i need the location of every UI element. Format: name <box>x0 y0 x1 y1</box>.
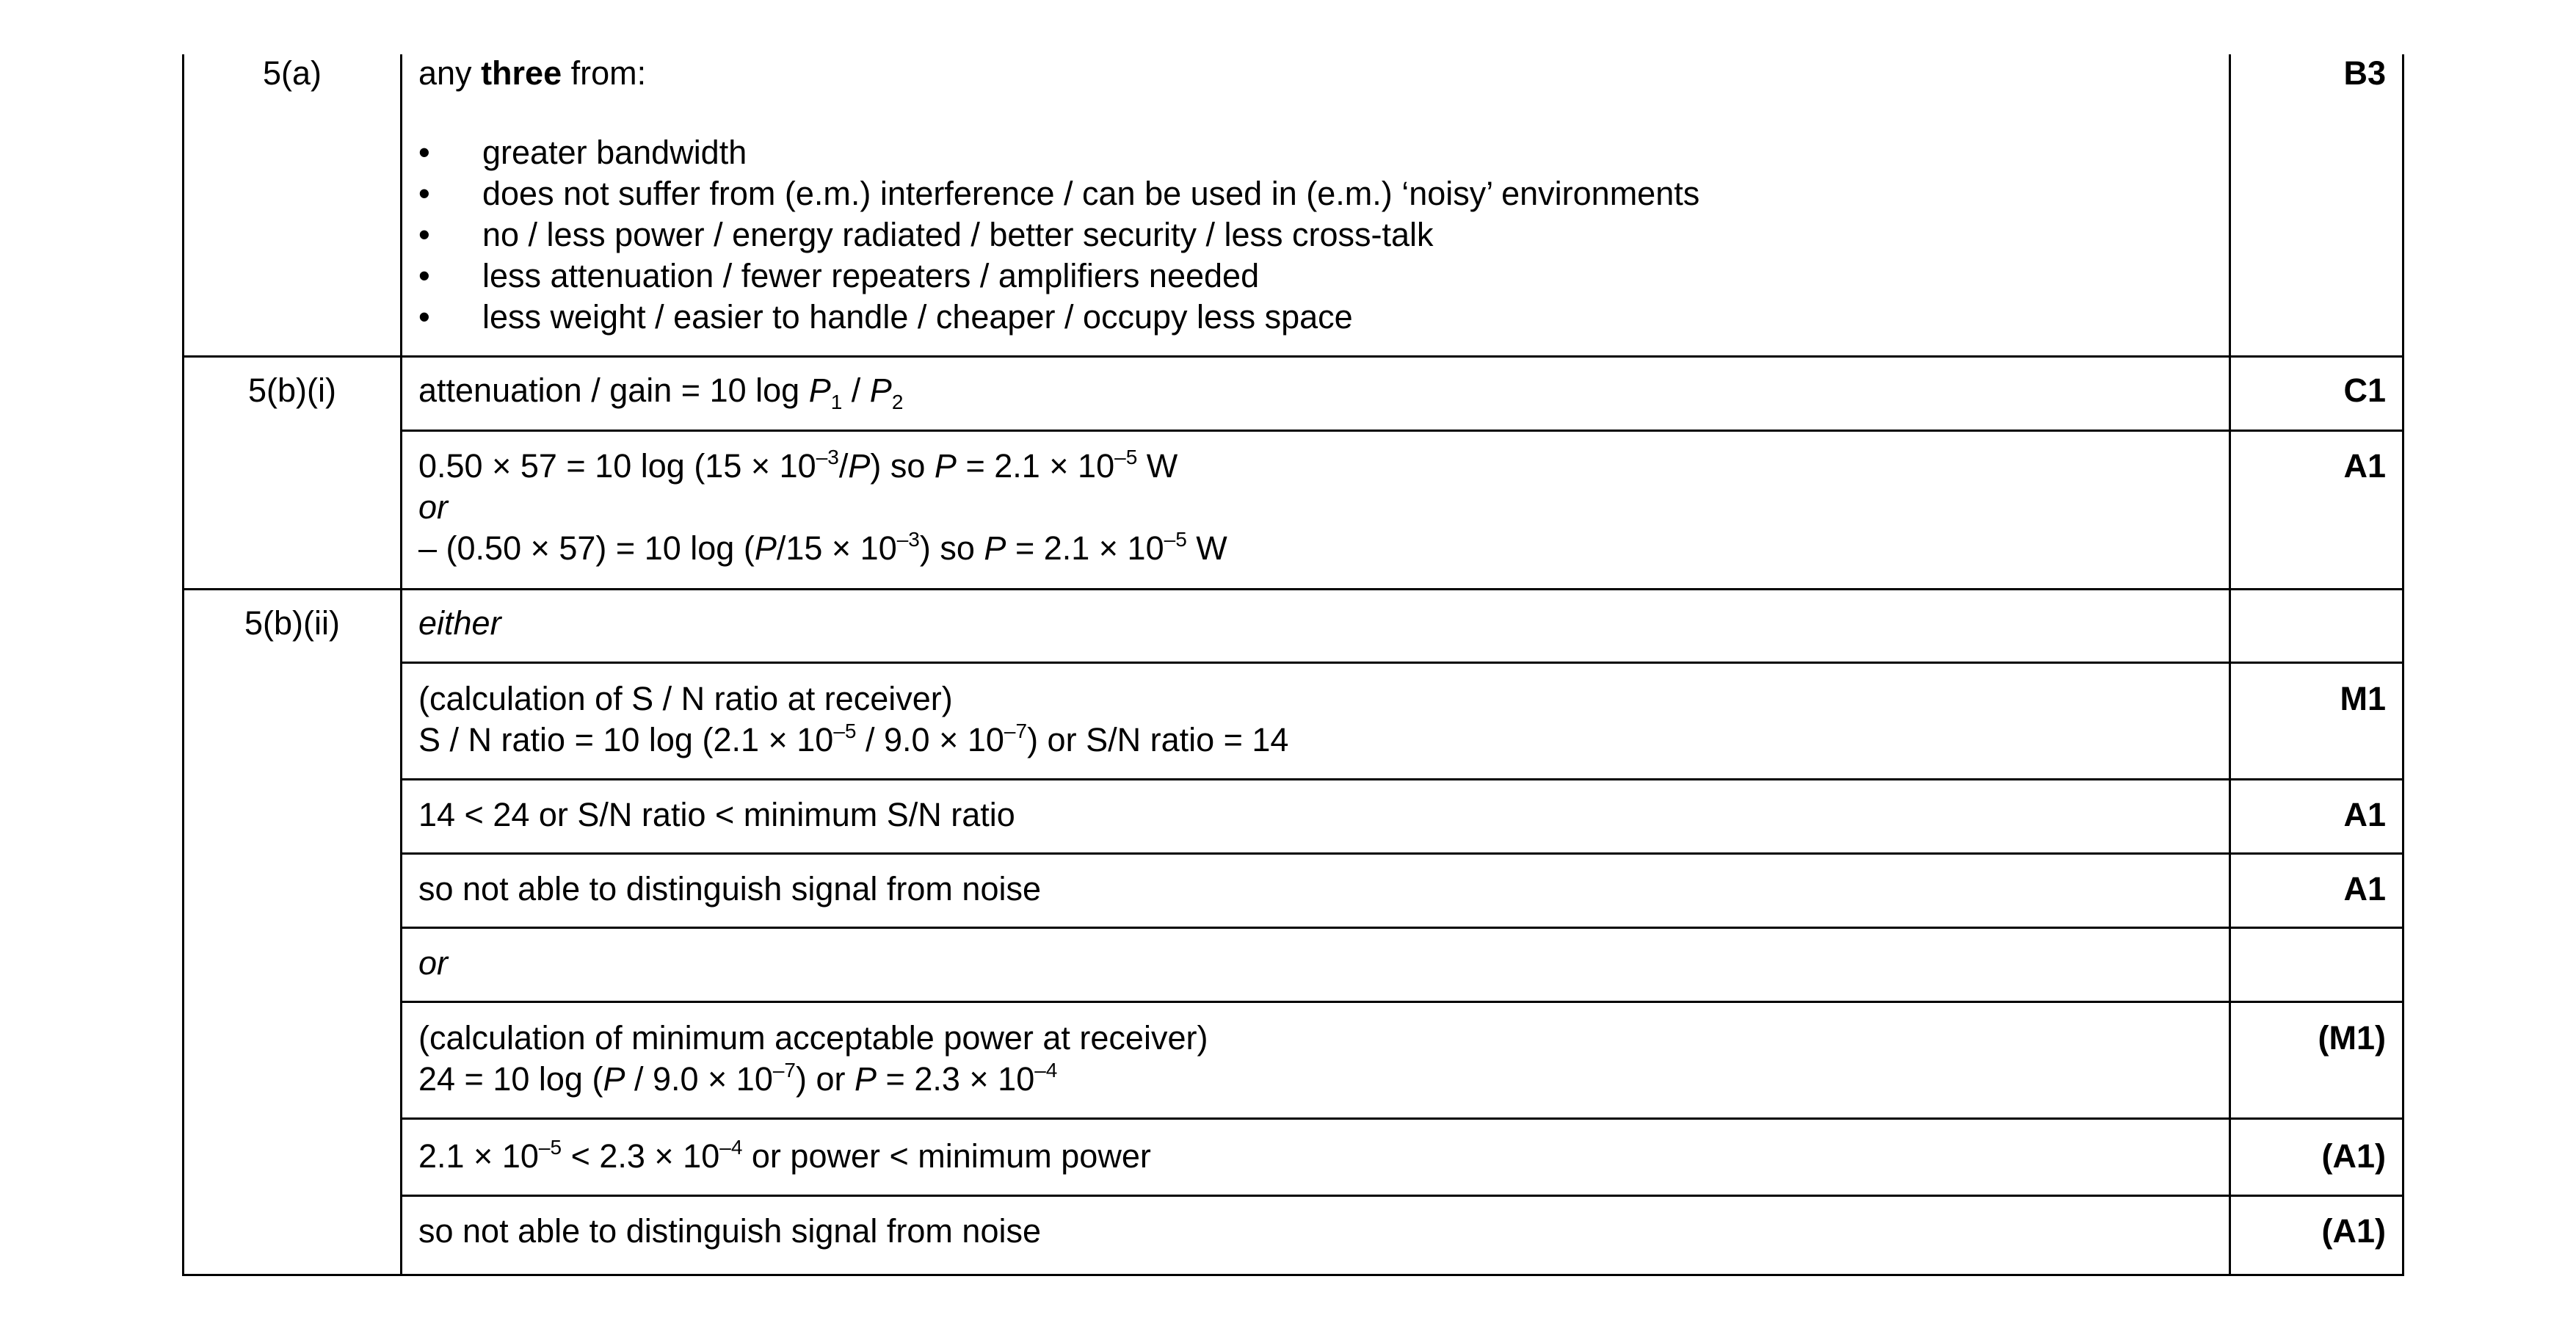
row-divider <box>400 927 2402 929</box>
equation-line: 24 = 10 $\log (P / 9.0 \times 10^{-7})$ or $P = 2.3 \times 10^{-4}$ <box>418 1059 1058 1098</box>
question-number: 5(b)(ii) <box>244 604 340 642</box>
comparison-line: 14 < 24 or S/N ratio < minimum S/N ratio <box>418 796 1015 833</box>
list-item: no / less power / energy radiated / better security / less cross-talk <box>482 216 1434 253</box>
equation-line: attenuation / gain = 10 $\log P_1 / P_2$ <box>418 372 904 413</box>
method-heading: (calculation of minimum acceptable power at receiver) <box>418 1019 1208 1057</box>
bullet-icon: • <box>418 134 430 171</box>
mark-scheme-table <box>182 54 2404 1276</box>
or-label: or <box>418 488 449 526</box>
row-divider <box>400 1001 2402 1003</box>
bullet-icon: • <box>418 216 430 253</box>
bullet-icon: • <box>418 175 430 212</box>
conclusion-line: so not able to distinguish signal from noise <box>418 1212 1041 1250</box>
mark-value: (A1) <box>2321 1137 2386 1175</box>
q5a-intro: any three from: <box>418 54 647 92</box>
mark-value: C1 <box>2343 372 2386 409</box>
row-divider <box>184 355 2402 358</box>
list-item: greater bandwidth <box>482 134 747 171</box>
column-divider <box>400 54 402 1274</box>
mark-value: A1 <box>2343 447 2386 485</box>
mark-value: B3 <box>2343 54 2386 92</box>
mark-value: (M1) <box>2318 1019 2386 1057</box>
row-divider <box>400 430 2402 432</box>
row-divider <box>400 1117 2402 1120</box>
question-number: 5(b)(i) <box>248 372 336 409</box>
row-divider <box>400 1195 2402 1197</box>
equation-line: 0.50 × 57 = 10 $\log (15 \times 10^{-3}/P)$ so $P = 2.1 \times 10^{-5}$ W <box>418 446 1178 485</box>
equation-line: S / N ratio = 10 $\log (2.1 \times 10^{-5} / 9.0 \times 10^{-7})$ or S/N ratio = 14 <box>418 720 1289 758</box>
row-divider <box>400 852 2402 855</box>
or-label: or <box>418 944 449 982</box>
mark-value: A1 <box>2343 796 2386 833</box>
conclusion-line: so not able to distinguish signal from noise <box>418 870 1041 907</box>
method-heading: (calculation of S / N ratio at receiver) <box>418 680 953 717</box>
question-number: 5(a) <box>262 54 322 92</box>
row-divider <box>400 662 2402 664</box>
column-divider <box>2229 54 2231 1274</box>
list-item: does not suffer from (e.m.) interference / can be used in (e.m.) ‘noisy’ environments <box>482 175 1700 212</box>
either-label: either <box>418 604 501 642</box>
comparison-line: $2.1 \times 10^{-5} < 2.3 \times 10^{-4}$ or power < minimum power <box>418 1136 1151 1175</box>
row-divider <box>400 778 2402 780</box>
mark-value: M1 <box>2340 680 2386 717</box>
mark-value: (A1) <box>2321 1212 2386 1250</box>
bullet-icon: • <box>418 298 430 336</box>
list-item: less attenuation / fewer repeaters / amplifiers needed <box>482 257 1260 294</box>
row-divider <box>184 588 2402 590</box>
bullet-icon: • <box>418 257 430 294</box>
list-item: less weight / easier to handle / cheaper / occupy less space <box>482 298 1353 336</box>
equation-line: – (0.50 × 57) = 10 $\log (P/15 \times 10^{-3})$ so $P = 2.1 \times 10^{-5}$ W <box>418 528 1227 567</box>
mark-value: A1 <box>2343 870 2386 907</box>
